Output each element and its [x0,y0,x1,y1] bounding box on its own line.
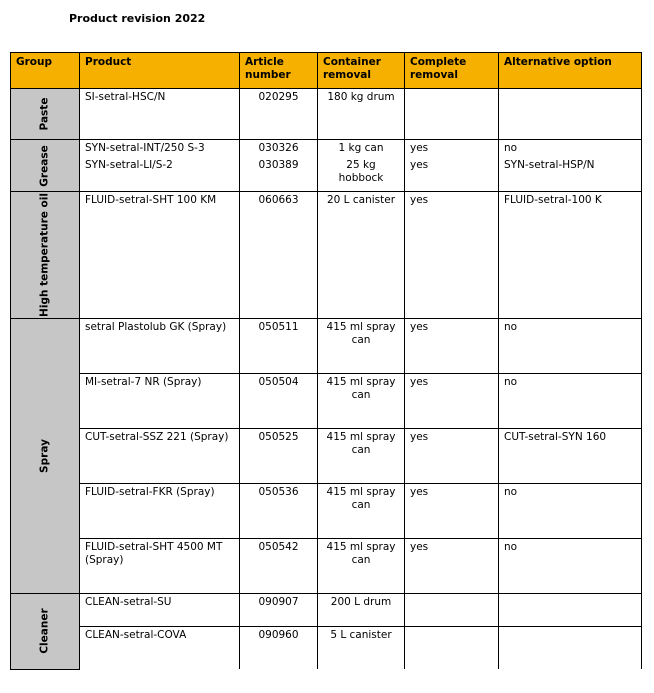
alternative-cell: SYN-setral-HSP/N [499,157,642,192]
table-row [11,484,642,539]
article-cell: 030389 [240,157,318,192]
complete-cell: yes [405,484,499,539]
group-cell-high-temperature-oil [11,192,80,319]
group-cell-spray [11,319,80,594]
complete-cell: yes [405,429,499,484]
article-cell: 060663 [240,192,318,319]
group-label: High temperature oil [38,193,51,317]
complete-cell: yes [405,374,499,429]
header-group: Group [11,53,80,89]
header-container-removal: Container removal [318,53,405,89]
alternative-cell: no [499,319,642,374]
alternative-cell [499,594,642,627]
alternative-cell: no [499,374,642,429]
product-cell: FLUID-setral-SHT 4500 MT (Spray) [80,539,240,594]
container-cell: 180 kg drum [318,89,405,140]
container-cell: 415 ml spray can [318,539,405,594]
container-cell: 20 L canister [318,192,405,319]
header-article-number: Article number [240,53,318,89]
complete-cell [405,594,499,627]
container-cell: 415 ml spray can [318,374,405,429]
product-cell: SI-setral-HSC/N [80,89,240,140]
group-label: Paste [38,97,51,131]
alternative-cell [499,627,642,670]
complete-cell: yes [405,140,499,158]
article-cell: 090960 [240,627,318,670]
group-label: Grease [38,144,51,187]
group-cell-cleaner [11,594,80,670]
article-cell: 030326 [240,140,318,158]
group-label: Spray [38,439,51,473]
article-cell: 050542 [240,539,318,594]
table-row [11,429,642,484]
container-cell: 25 kg hobbock [318,157,405,192]
product-table [10,52,642,670]
group-label: Cleaner [38,608,51,654]
product-cell: MI-setral-7 NR (Spray) [80,374,240,429]
complete-cell: yes [405,539,499,594]
container-cell: 415 ml spray can [318,319,405,374]
header-product: Product [80,53,240,89]
article-cell: 090907 [240,594,318,627]
alternative-cell: no [499,140,642,158]
table-row [11,89,642,140]
product-cell: SYN-setral-LI/S-2 [80,157,240,192]
alternative-cell [499,89,642,140]
product-cell: CUT-setral-SSZ 221 (Spray) [80,429,240,484]
alternative-cell: CUT-setral-SYN 160 [499,429,642,484]
article-cell: 050511 [240,319,318,374]
table-row [11,627,642,670]
complete-cell [405,627,499,670]
table-row [11,192,642,319]
table-row [11,594,642,627]
document-title: Product revision 2022 [69,12,206,25]
article-cell: 050504 [240,374,318,429]
article-cell: 020295 [240,89,318,140]
product-cell: FLUID-setral-SHT 100 KM [80,192,240,319]
article-cell: 050536 [240,484,318,539]
alternative-cell: no [499,484,642,539]
container-cell: 415 ml spray can [318,484,405,539]
header-complete-removal: Complete removal [405,53,499,89]
container-cell: 1 kg can [318,140,405,158]
header-row [11,53,642,89]
complete-cell: yes [405,319,499,374]
container-cell: 5 L canister [318,627,405,670]
product-cell: setral Plastolub GK (Spray) [80,319,240,374]
alternative-cell: no [499,539,642,594]
container-cell: 200 L drum [318,594,405,627]
table-row [11,539,642,594]
table-row [11,374,642,429]
product-cell: CLEAN-setral-SU [80,594,240,627]
complete-cell [405,89,499,140]
group-cell-grease [11,140,80,192]
header-alternative-option: Alternative option [499,53,642,89]
container-cell: 415 ml spray can [318,429,405,484]
article-cell: 050525 [240,429,318,484]
product-cell: SYN-setral-INT/250 S-3 [80,140,240,158]
alternative-cell: FLUID-setral-100 K [499,192,642,319]
group-cell-paste [11,89,80,140]
product-cell: CLEAN-setral-COVA [80,627,240,670]
table-row [11,157,642,192]
table-row [11,140,642,158]
complete-cell: yes [405,192,499,319]
complete-cell: yes [405,157,499,192]
table-row [11,319,642,374]
product-cell: FLUID-setral-FKR (Spray) [80,484,240,539]
